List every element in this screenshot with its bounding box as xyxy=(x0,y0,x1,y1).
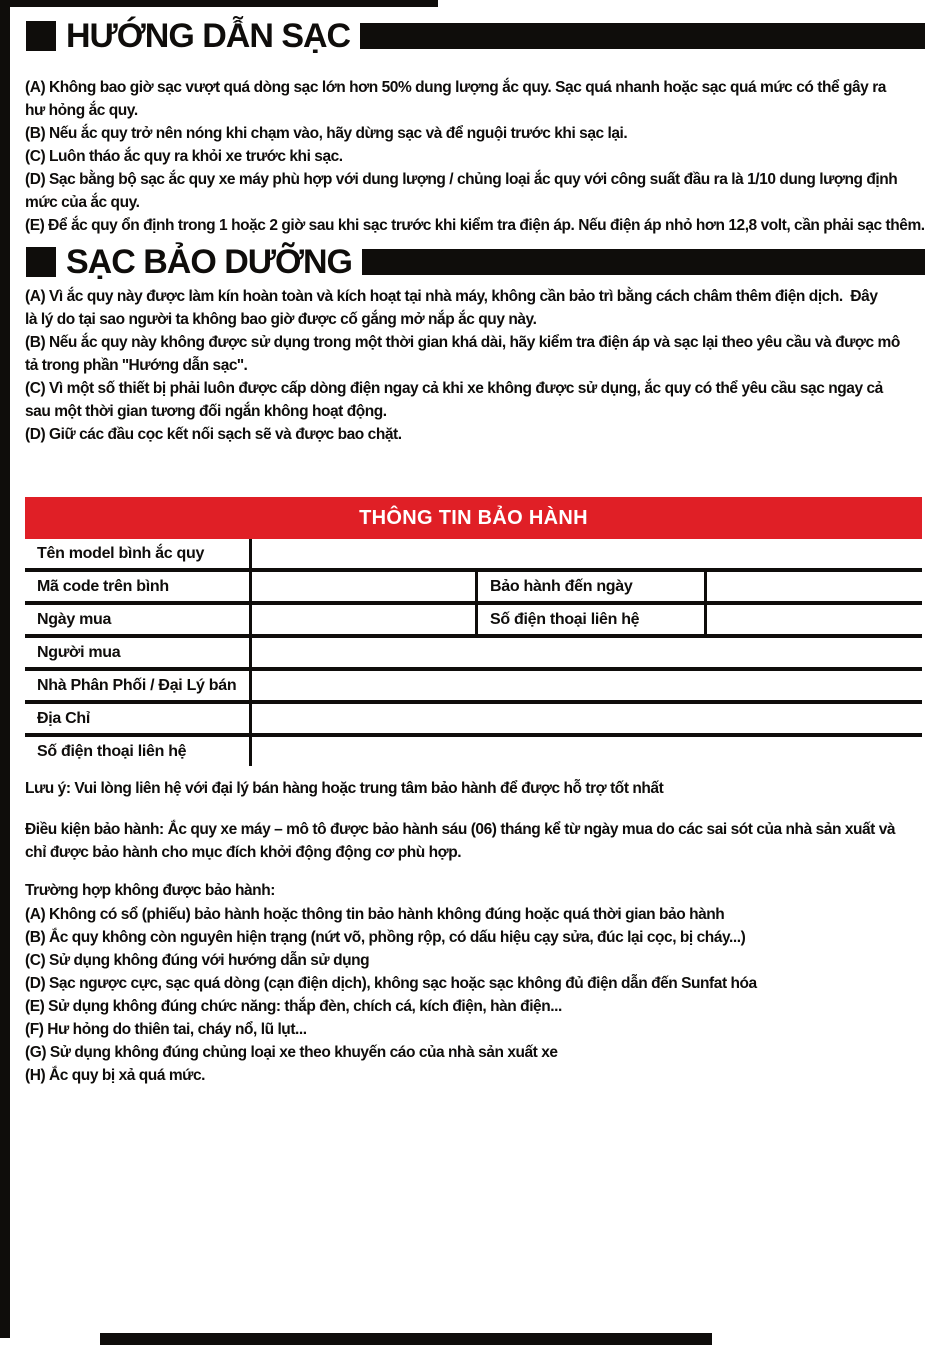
code-blank-field xyxy=(252,572,478,601)
text-line: (E) Để ắc quy ổn định trong 1 hoặc 2 giờ sau khi sạc trước khi kiểm tra điện áp. Nếu điện áp nhỏ hơn 12,8 volt, cần phải sạc thêm. xyxy=(25,217,925,234)
text-line: Điều kiện bảo hành: Ắc quy xe máy – mô tô được bảo hành sáu (06) tháng kể từ ngày mua do các sai sót của nhà sản xuất và xyxy=(25,821,896,838)
row-label: Bảo hành đến ngày xyxy=(478,572,707,601)
row-label: Số điện thoại liên hệ xyxy=(478,605,707,634)
heading-square-bullet xyxy=(26,247,56,277)
row-label: Nhà Phân Phối / Đại Lý bán xyxy=(25,671,252,700)
exclusions-list xyxy=(25,903,925,1087)
text-line: (E) Sử dụng không đúng chức năng: thắp đèn, chích cá, kích điện, hàn điện... xyxy=(25,998,562,1015)
support-reminder-note xyxy=(25,777,925,800)
phone-blank-field xyxy=(252,737,922,766)
scan-edge-top xyxy=(0,0,438,7)
text-line: Lưu ý: Vui lòng liên hệ với đại lý bán hàng hoặc trung tâm bảo hành để được hỗ trợ tốt nhất xyxy=(25,780,664,797)
text-line: chỉ được bảo hành cho mục đích khởi động động cơ phù hợp. xyxy=(25,844,462,861)
row-label: Người mua xyxy=(25,638,252,667)
table-row-distributor xyxy=(25,671,922,704)
text-line: (C) Vì một số thiết bị phải luôn được cấp dòng điện ngay cả khi xe không được sử dụng, ắc quy có thể yêu cầu sạc ngay cả xyxy=(25,380,883,397)
charging-instructions-text xyxy=(25,76,925,237)
scan-edge-left xyxy=(0,0,10,1338)
row-label: Tên model bình ắc quy xyxy=(25,539,252,568)
text-line: là lý do tại sao người ta không bao giờ được cố gắng mở nắp ắc quy này. xyxy=(25,311,537,328)
table-row-address xyxy=(25,704,922,737)
text-line: (H) Ắc quy bị xả quá mức. xyxy=(25,1067,205,1084)
text-line: (C) Luôn tháo ắc quy ra khỏi xe trước khi sạc. xyxy=(25,148,343,165)
text-line: (G) Sử dụng không đúng chủng loại xe theo khuyến cáo của nhà sản xuất xe xyxy=(25,1044,558,1061)
warranty-date-blank-field xyxy=(707,572,922,601)
heading-rule-bar xyxy=(362,249,925,275)
text-line: (A) Vì ắc quy này được làm kín hoàn toàn và kích hoạt tại nhà máy, không cần bảo trì bằng cách châm thêm điện dịch. Đây xyxy=(25,288,878,305)
warranty-conditions-note xyxy=(25,818,925,864)
distributor-blank-field xyxy=(252,671,922,700)
text-line: (B) Nếu ắc quy này không được sử dụng trong một thời gian khá dài, hãy kiểm tra điện áp và sạc lại theo yêu cầu và được mô xyxy=(25,334,900,351)
text-line: (A) Không bao giờ sạc vượt quá dòng sạc lớn hơn 50% dung lượng ắc quy. Sạc quá nhanh hoặc sạc quá mức có thể gây ra xyxy=(25,79,886,96)
warranty-table-header: THÔNG TIN BẢO HÀNH xyxy=(25,497,922,539)
text-line: (B) Ắc quy không còn nguyên hiện trạng (nứt võ, phồng rộp, có dấu hiệu cạy sửa, đúc lại cọc, bị cháy...) xyxy=(25,929,746,946)
text-line: (C) Sử dụng không đúng với hướng dẫn sử dụng xyxy=(25,952,370,969)
buyer-blank-field xyxy=(252,638,922,667)
table-row-buyer xyxy=(25,638,922,671)
text-line: (D) Giữ các đầu cọc kết nối sạch sẽ và được bao chặt. xyxy=(25,426,402,443)
address-blank-field xyxy=(252,704,922,733)
model-name-blank-field xyxy=(252,539,922,568)
table-row-phone xyxy=(25,737,922,766)
warranty-info-table xyxy=(25,497,922,766)
section-charging-title: HƯỚNG DẪN SẠC xyxy=(66,17,351,55)
text-line: tả trong phần ''Hướng dẫn sạc''. xyxy=(25,357,248,374)
row-label: Ngày mua xyxy=(25,605,252,634)
row-label: Mã code trên bình xyxy=(25,572,252,601)
section-charging-heading xyxy=(26,18,925,54)
text-line: (B) Nếu ắc quy trở nên nóng khi chạm vào, hãy dừng sạc và để nguội trước khi sạc lại. xyxy=(25,125,628,142)
text-line: (F) Hư hỏng do thiên tai, cháy nổ, lũ lụt... xyxy=(25,1021,307,1038)
section-maintenance-title: SẠC BẢO DƯỠNG xyxy=(66,243,352,281)
contact-phone-blank-field xyxy=(707,605,922,634)
table-row-code-and-warranty-date xyxy=(25,572,922,605)
text-line: mức của ắc quy. xyxy=(25,194,140,211)
row-label: Địa Chỉ xyxy=(25,704,252,733)
text-line: sau một thời gian tương đối ngắn không hoạt động. xyxy=(25,403,387,420)
table-row-purchase-date-and-phone xyxy=(25,605,922,638)
text-line: (D) Sạc ngược cực, sạc quá dòng (cạn điện dịch), không sạc hoặc sạc không đủ điện dẫn đến Sunfat hóa xyxy=(25,975,757,992)
heading-rule-bar xyxy=(360,23,925,49)
exclusions-heading xyxy=(25,879,925,902)
section-maintenance-heading xyxy=(26,244,925,280)
text-line: (D) Sạc bằng bộ sạc ắc quy xe máy phù hợp với dung lượng / chủng loại ắc quy với công suất đầu ra là 1/10 dung lượng định xyxy=(25,171,898,188)
table-row-model-name xyxy=(25,539,922,572)
text-line: (A) Không có sổ (phiếu) bảo hành hoặc thông tin bảo hành không đúng hoặc quá thời gian bảo hành xyxy=(25,906,725,923)
text-line: Trường hợp không được bảo hành: xyxy=(25,882,275,899)
scan-edge-bottom-artifact xyxy=(100,1333,712,1345)
purchase-date-blank-field xyxy=(252,605,478,634)
maintenance-instructions-text xyxy=(25,285,925,446)
row-label: Số điện thoại liên hệ xyxy=(25,737,252,766)
text-line: hư hỏng ắc quy. xyxy=(25,102,138,119)
heading-square-bullet xyxy=(26,21,56,51)
